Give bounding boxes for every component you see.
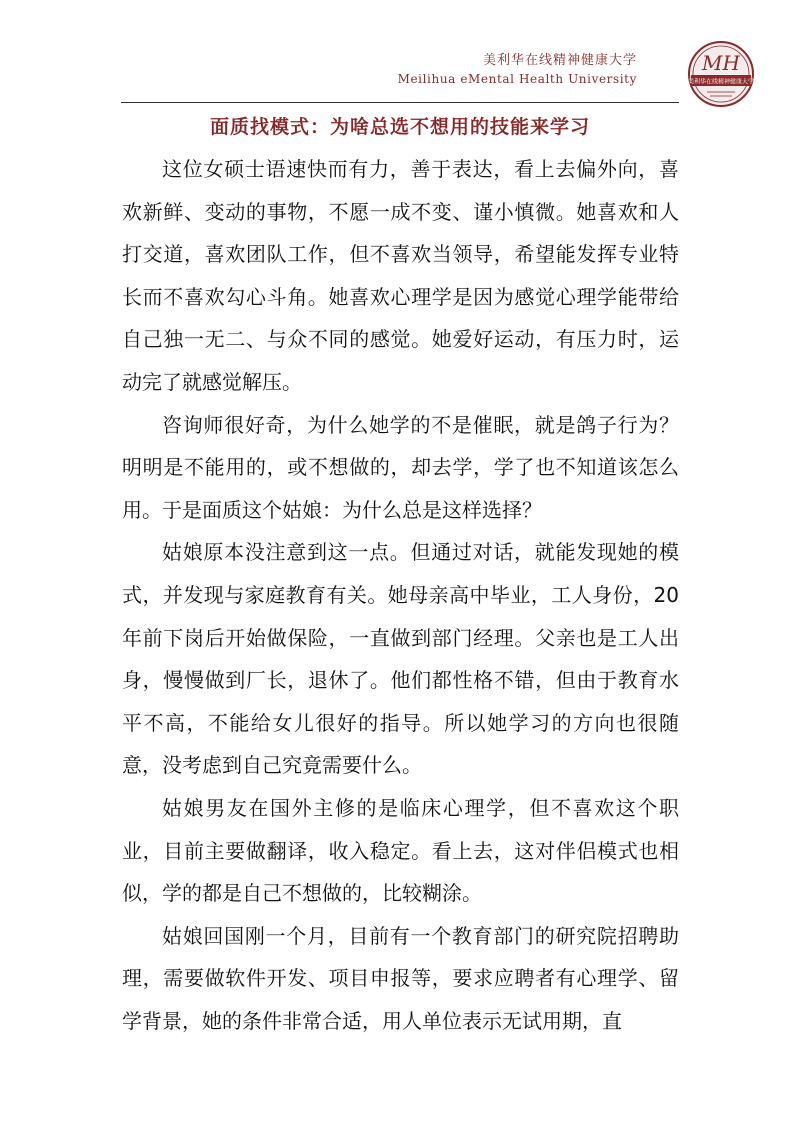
- seal-initials: MH: [702, 51, 740, 75]
- paragraph: 姑娘男友在国外主修的是临床心理学，但不喜欢这个职业，目前主要做翻译，收入稳定。看上去，这对伴侣模式也相似，学的都是自己不想做的，比较糊涂。: [122, 795, 679, 906]
- seal-banner-text: 美利华在线精神健康大学: [687, 78, 755, 86]
- page-header: [0, 0, 800, 104]
- university-seal-icon: [687, 40, 755, 108]
- article-title: 面质找模式：为啥总选不想用的技能来学习: [209, 116, 590, 138]
- university-name-en: Meilihua eMental Health University: [397, 72, 637, 86]
- paragraph: 这位女硕士语速快而有力，善于表达，看上去偏外向，喜欢新鲜、变动的事物，不愿一成不变、谨小慎微。她喜欢和人打交道，喜欢团队工作，但不喜欢当领导，希望能发挥专业特长而不喜欢勾心斗角。她喜欢心理学是因为感觉心理学能带给自己独一无二、与众不同的感觉。她爱好运动，有压力时，运动完了就感觉解压。: [122, 157, 679, 394]
- university-name-block: [398, 52, 637, 88]
- paragraph: 姑娘回国刚一个月，目前有一个教育部门的研究院招聘助理，需要做软件开发、项目申报等，要求应聘者有心理学、留学背景，她的条件非常合适，用人单位表示无试用期，直: [122, 923, 679, 1033]
- university-name-cn: 美利华在线精神健康大学: [482, 53, 637, 68]
- paragraph: 姑娘原本没注意到这一点。但通过对话，就能发现她的模式，并发现与家庭教育有关。她母亲高中毕业，工人身份，20年前下岗后开始做保险，一直做到部门经理。父亲也是工人出身，慢慢做到厂长，退休了。他们都性格不错，但由于教育水平不高，不能给女儿很好的指导。所以她学习的方向也很随意，没考虑到自己究竟需要什么。: [122, 540, 679, 778]
- article-body: [122, 148, 679, 1042]
- paragraph: 咨询师很好奇，为什么她学的不是催眠，就是鸽子行为？明明是不能用的，或不想做的，却去学，学了也不知道该怎么用。于是面质这个姑娘：为什么总是这样选择？: [122, 412, 679, 522]
- header-divider: [121, 102, 679, 103]
